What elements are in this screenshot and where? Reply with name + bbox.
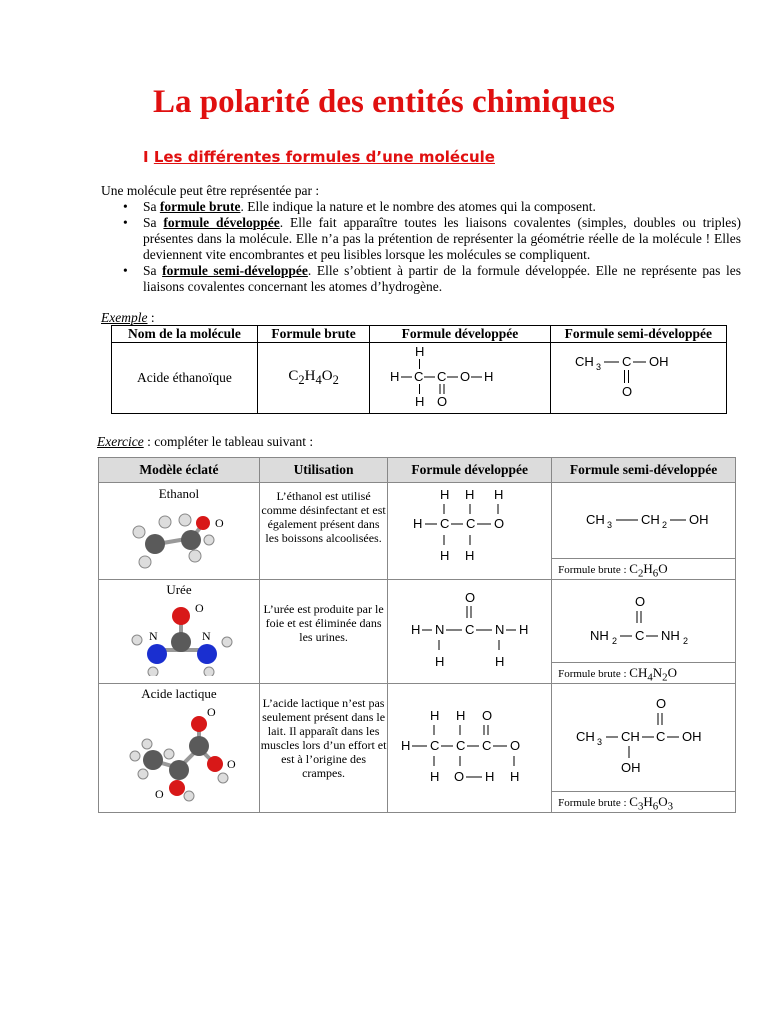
svg-text:3: 3	[607, 520, 613, 530]
molecule-name: Acide lactique	[141, 686, 217, 701]
bullet-text: . Elle s’obtient à partir de la formule développée. Elle ne représente pas les liaisons covalentes concernant les atomes d’hydrogène.	[143, 263, 742, 294]
svg-text:H: H	[389, 369, 400, 384]
svg-text:O: O	[207, 705, 216, 719]
usage-uree: L’urée est produite par le foie et est éliminée dans les urines.	[259, 580, 387, 684]
exercise-row-acide-lactique	[99, 684, 736, 813]
svg-text:O: O	[155, 787, 164, 801]
exercise-label-suffix: : compléter le tableau suivant :	[143, 434, 314, 449]
svg-text:O: O	[215, 516, 224, 530]
svg-text:H: H	[430, 769, 440, 784]
svg-text:OH: OH	[689, 512, 709, 527]
molecule-name: Urée	[166, 582, 192, 597]
exercise-header-model: Modèle éclaté	[99, 458, 260, 483]
section-number: I	[143, 148, 149, 166]
lactic-semi-formula	[552, 684, 732, 784]
semi-uree	[552, 580, 736, 684]
developed-acide-lactique	[388, 684, 552, 813]
semi-ethanol	[552, 483, 736, 580]
section-heading-text: Les différentes formules d’une molécule	[153, 148, 495, 166]
developed-ethanol	[388, 483, 552, 580]
exercise-label-text: Exercice	[97, 434, 144, 449]
svg-text:O: O	[459, 369, 471, 384]
svg-text:2: 2	[683, 636, 689, 646]
svg-text:H: H	[456, 708, 466, 723]
svg-text:CH: CH	[576, 729, 595, 744]
formule-brute-ethanol: Formule brute : $C_2H_6O$	[552, 558, 735, 579]
example-formule-brute: $C_2H_4O_2$	[257, 343, 369, 414]
svg-text:3: 3	[597, 737, 603, 747]
example-table	[111, 325, 727, 414]
svg-text:H: H	[414, 394, 425, 409]
svg-text:OH: OH	[682, 729, 702, 744]
svg-text:H: H	[440, 487, 450, 502]
svg-text:H: H	[401, 738, 411, 753]
exercise-label	[97, 434, 313, 450]
svg-text:N: N	[435, 622, 445, 637]
example-label	[101, 310, 155, 326]
svg-text:C: C	[656, 729, 666, 744]
ethanol-developed-formula	[388, 483, 548, 573]
uree-ball-model	[99, 598, 257, 676]
uree-developed-formula	[388, 580, 548, 678]
svg-text:2: 2	[612, 636, 618, 646]
svg-text:O: O	[622, 384, 633, 399]
svg-text:O: O	[454, 769, 465, 784]
model-cell-acide-lactique	[99, 684, 260, 813]
exercise-header-usage: Utilisation	[259, 458, 387, 483]
exercise-row-uree	[99, 580, 736, 684]
example-header-developpee: Formule développée	[370, 326, 550, 343]
formule-brute-acide-lactique: Formule brute : $C_3H_6O_3$	[552, 791, 735, 812]
svg-text:O: O	[436, 394, 448, 409]
bullet-term: formule développée	[163, 215, 280, 230]
svg-text:CH: CH	[621, 729, 640, 744]
bullet-formule-developpee	[101, 215, 741, 263]
svg-text:C: C	[430, 738, 440, 753]
svg-text:O: O	[465, 590, 476, 605]
formule-brute-label: Formule brute :	[558, 668, 630, 680]
svg-text:N: N	[149, 629, 158, 643]
svg-text:C: C	[436, 369, 447, 384]
example-formule-semi	[550, 343, 726, 414]
bullet-prefix: Sa	[143, 263, 163, 278]
exercise-row-ethanol	[99, 483, 736, 580]
example-label-suffix: :	[147, 310, 155, 325]
bullet-formule-semi-developpee	[101, 263, 741, 295]
exercise-header-developpee: Formule développée	[388, 458, 552, 483]
svg-text:C: C	[622, 354, 632, 369]
ethanol-ball-model	[99, 502, 257, 574]
svg-text:H: H	[413, 516, 423, 531]
example-header-brute: Formule brute	[257, 326, 369, 343]
bullet-text: . Elle fait apparaître toutes les liaisons covalentes (simples, doubles ou triples) présentes dans la molécule. Elle n’a pas la prétention de représenter la géométrie réelle de la molécule ! Elles deviennent vite encombrantes et peu lisibles lorsque les molécules se compliquent.	[143, 215, 742, 262]
ethanol-semi-formula	[552, 483, 732, 543]
svg-text:H: H	[510, 769, 520, 784]
svg-text:C: C	[413, 369, 424, 384]
svg-text:H: H	[430, 708, 440, 723]
semi-acide-lactique	[552, 684, 736, 813]
formule-brute-uree: Formule brute : $CH_4N_2O$	[552, 662, 735, 683]
example-label-text: Exemple	[101, 310, 148, 325]
svg-text:NH: NH	[661, 628, 680, 643]
ethanoic-developed-formula	[385, 343, 535, 409]
svg-text:C: C	[440, 516, 450, 531]
svg-text:NH: NH	[590, 628, 609, 643]
svg-text:O: O	[227, 757, 236, 771]
example-formule-developpee	[370, 343, 550, 414]
svg-text:C: C	[456, 738, 466, 753]
example-molecule-name: Acide éthanoïque	[112, 343, 258, 414]
svg-text:H: H	[440, 548, 450, 563]
svg-text:CH: CH	[641, 512, 660, 527]
svg-text:C: C	[466, 516, 476, 531]
uree-semi-formula	[552, 580, 732, 656]
svg-text:O: O	[510, 738, 521, 753]
svg-text:C: C	[635, 628, 645, 643]
svg-text:O: O	[482, 708, 493, 723]
usage-ethanol: L’éthanol est utilisé comme désinfectant et est également présent dans les boissons alcoolisées.	[259, 483, 387, 580]
svg-text:C: C	[465, 622, 475, 637]
formule-brute-label: Formule brute :	[558, 564, 630, 576]
bullet-prefix: Sa	[143, 215, 164, 230]
svg-text:H: H	[519, 622, 529, 637]
svg-text:H: H	[411, 622, 421, 637]
svg-text:O: O	[195, 601, 204, 615]
svg-text:OH: OH	[621, 760, 641, 775]
developed-uree	[388, 580, 552, 684]
svg-text:H: H	[485, 769, 495, 784]
svg-text:H: H	[494, 487, 504, 502]
svg-text:OH: OH	[649, 354, 669, 369]
svg-text:H: H	[465, 548, 475, 563]
example-header-name: Nom de la molécule	[112, 326, 258, 343]
svg-text:3: 3	[596, 362, 602, 372]
svg-text:O: O	[494, 516, 505, 531]
bullet-prefix: Sa	[143, 199, 160, 214]
svg-text:O: O	[635, 594, 646, 609]
bullet-term: formule brute	[159, 199, 241, 214]
example-header-semi: Formule semi-développée	[550, 326, 726, 343]
lactic-developed-formula	[388, 684, 548, 804]
svg-text:C: C	[482, 738, 492, 753]
model-cell-uree	[99, 580, 260, 684]
svg-text:H: H	[495, 654, 505, 669]
exercise-header-semi: Formule semi-développée	[552, 458, 736, 483]
usage-acide-lactique: L’acide lactique n’est pas seulement présent dans le lait. Il apparaît dans les muscles lors d’un effort et est à l’origine des crampes.	[259, 684, 387, 813]
bullet-list	[101, 199, 741, 295]
ethanoic-semi-formula	[563, 343, 713, 409]
svg-text:H: H	[465, 487, 475, 502]
svg-text:2: 2	[662, 520, 668, 530]
lactic-ball-model	[99, 702, 257, 807]
svg-text:H: H	[414, 344, 425, 359]
exercise-table	[98, 457, 736, 813]
bullet-term: formule semi-développée	[162, 263, 308, 278]
molecule-name: Ethanol	[158, 486, 200, 501]
model-cell-ethanol	[99, 483, 260, 580]
svg-text:N: N	[495, 622, 505, 637]
bullet-text: . Elle indique la nature et le nombre des atomes qui la composent.	[240, 199, 596, 214]
bullet-formule-brute	[101, 199, 741, 215]
svg-text:CH: CH	[575, 354, 595, 369]
svg-text:H: H	[435, 654, 445, 669]
intro-text: Une molécule peut être représentée par :	[101, 183, 320, 198]
svg-text:CH: CH	[586, 512, 605, 527]
page-title: La polarité des entités chimiques	[153, 84, 615, 120]
svg-text:O: O	[656, 696, 667, 711]
formule-brute-label: Formule brute :	[558, 797, 630, 809]
svg-text:H: H	[483, 369, 494, 384]
section-heading	[143, 148, 495, 166]
svg-text:N: N	[202, 629, 211, 643]
